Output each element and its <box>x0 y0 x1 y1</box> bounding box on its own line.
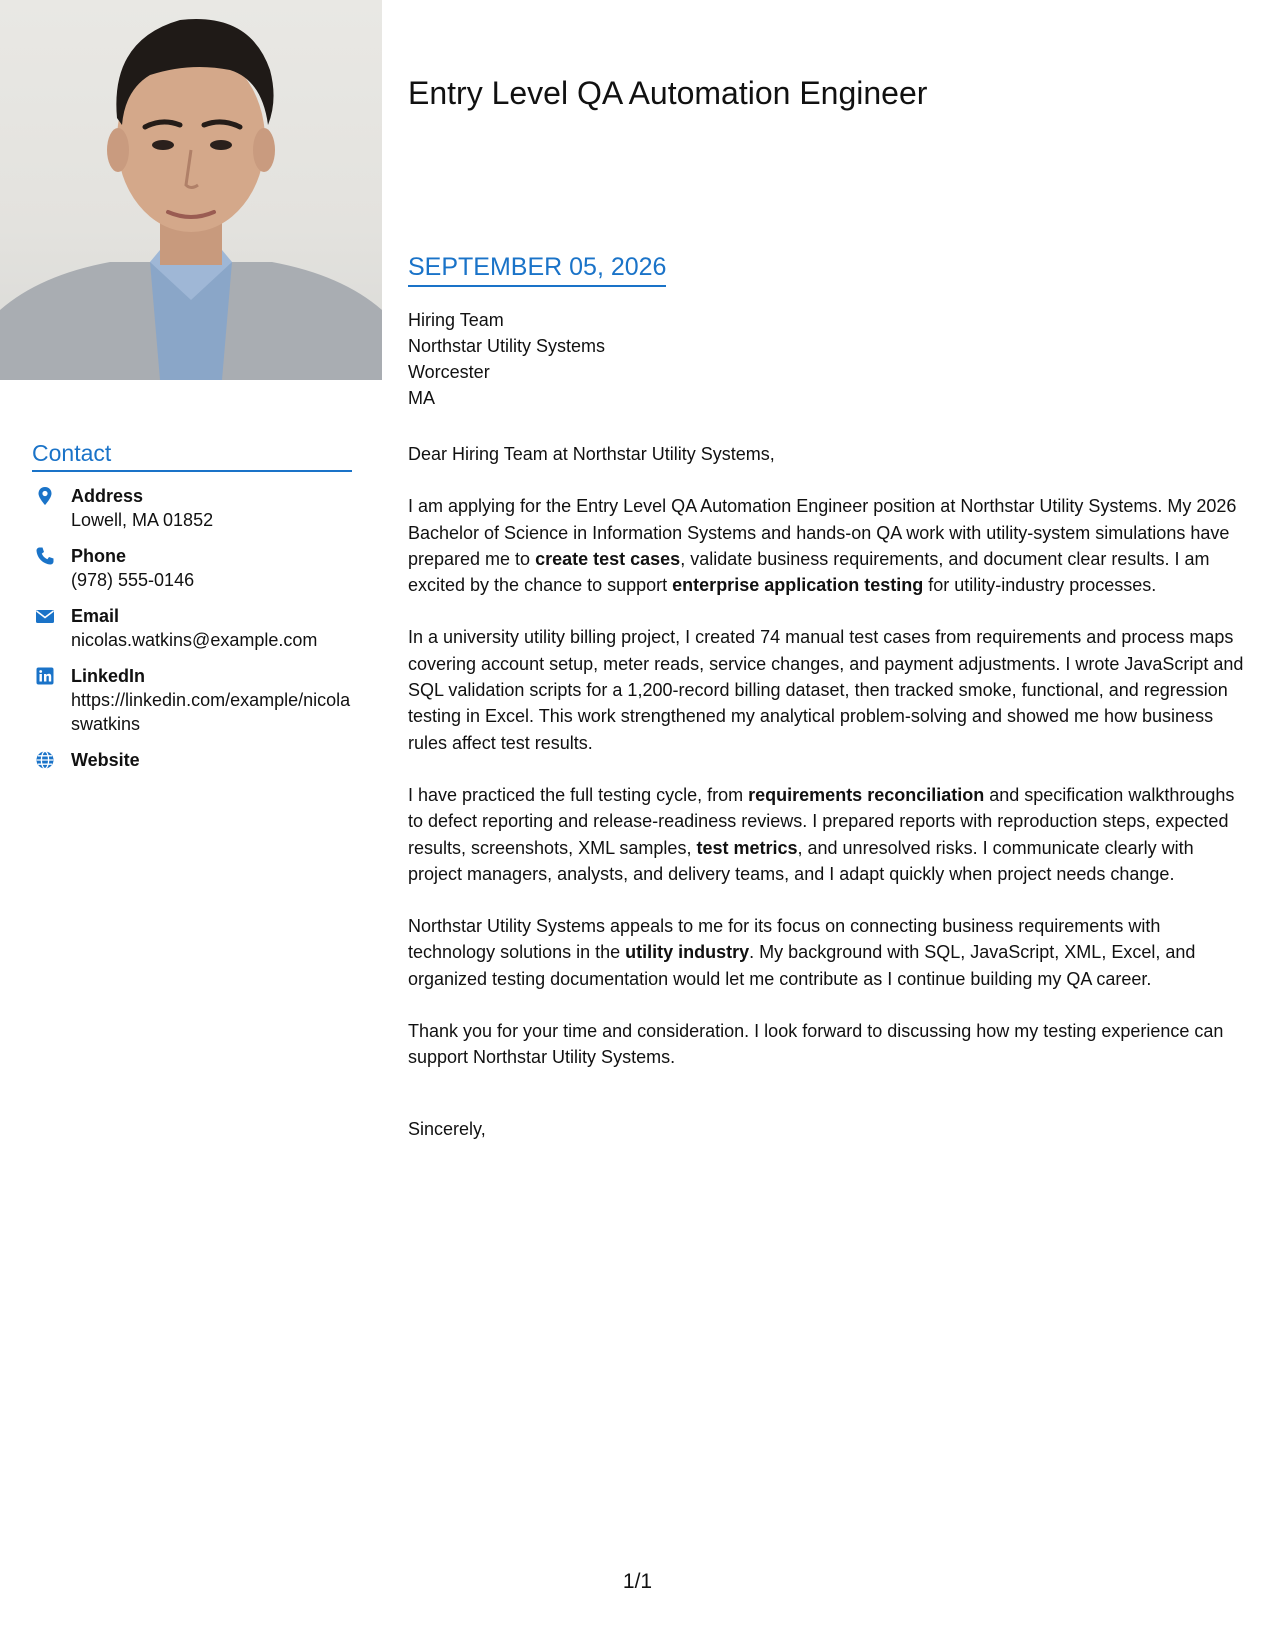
profile-photo <box>0 0 382 380</box>
page-number: 1/1 <box>622 1570 653 1593</box>
contact-value: (978) 555-0146 <box>71 570 195 590</box>
letter-paragraph: I am applying for the Entry Level QA Automation Engineer position at Northstar Utility Systems. My 2026 Bachelor of Science in Information Systems and hands-on QA work with utility-system simulations have prepared me to create test cases, validate business requirements, and document clear results. I am excited by the chance to support enterprise application testing for utility-industry processes. <box>408 496 1237 596</box>
contact-item-email <box>32 604 352 652</box>
recipient-line: Worcester <box>408 362 490 382</box>
letter-paragraph: Northstar Utility Systems appeals to me for its focus on connecting business requirements with technology solutions in the utility industry. My background with SQL, JavaScript, XML, Excel, and organized testing documentation would let me contribute as I continue building my QA career. <box>408 916 1196 989</box>
contact-label: LinkedIn <box>71 666 146 686</box>
contact-value: nicolas.watkins@example.com <box>71 630 318 650</box>
recipient-line: Northstar Utility Systems <box>408 336 606 356</box>
contact-item-linkedin <box>32 664 352 736</box>
page-title: Entry Level QA Automation Engineer <box>408 75 928 111</box>
letter-main <box>408 72 1248 1142</box>
emphasis-text: enterprise application testing <box>672 575 924 596</box>
phone-icon <box>35 546 55 566</box>
linkedin-icon <box>35 666 55 686</box>
contact-section-title: Contact <box>32 438 352 472</box>
contact-list <box>32 484 352 772</box>
emphasis-text: requirements reconciliation <box>748 784 985 805</box>
emphasis-text: create test cases <box>535 548 681 569</box>
date-wrap <box>408 251 1248 287</box>
contact-value[interactable]: https://linkedin.com/example/nicolaswatkins <box>71 690 351 734</box>
letter-body <box>408 441 1248 1071</box>
map-pin-icon <box>35 486 55 506</box>
salutation: Dear Hiring Team at Northstar Utility Systems, <box>408 444 775 464</box>
emphasis-text: test metrics <box>696 837 798 858</box>
closing: Sincerely, <box>408 1118 486 1139</box>
contact-label: Address <box>71 486 144 506</box>
sidebar <box>32 438 352 784</box>
recipient-line: MA <box>408 388 435 408</box>
letter-paragraph: I have practiced the full testing cycle, from requirements reconciliation and specification walkthroughs to defect reporting and release-readiness reviews. I prepared reports with reproduction steps, expected results, screenshots, XML samples, test metrics, and unresolved risks. I communicate clearly with project managers, analysts, and delivery teams, and I adapt quickly when project needs change. <box>408 784 1235 884</box>
contact-label: Email <box>71 606 120 626</box>
letter-paragraph: In a university utility billing project, I created 74 manual test cases from requirements and process maps covering account setup, meter reads, service changes, and payment adjustments. I wrote JavaScript and SQL validation scripts for a 1,200-record billing dataset, then tracked smoke, functional, and regression testing in Excel. This work strengthened my analytical problem-solving and showed me how business rules affect test results. <box>408 627 1244 753</box>
contact-label: Phone <box>71 546 127 566</box>
emphasis-text: utility industry <box>625 942 750 963</box>
contact-value: Lowell, MA 01852 <box>71 510 214 530</box>
globe-icon <box>35 750 55 770</box>
contact-label: Website <box>71 750 140 770</box>
letter-paragraph: Thank you for your time and consideration. I look forward to discussing how my testing experience can support Northstar Utility Systems. <box>408 1021 1224 1068</box>
letter-date: SEPTEMBER 05, 2026 <box>408 251 666 287</box>
contact-item-phone <box>32 544 352 592</box>
recipient-line: Hiring Team <box>408 310 504 330</box>
contact-item-address <box>32 484 352 532</box>
envelope-icon <box>35 606 55 626</box>
recipient-block <box>408 307 1248 411</box>
contact-item-website <box>32 748 352 772</box>
